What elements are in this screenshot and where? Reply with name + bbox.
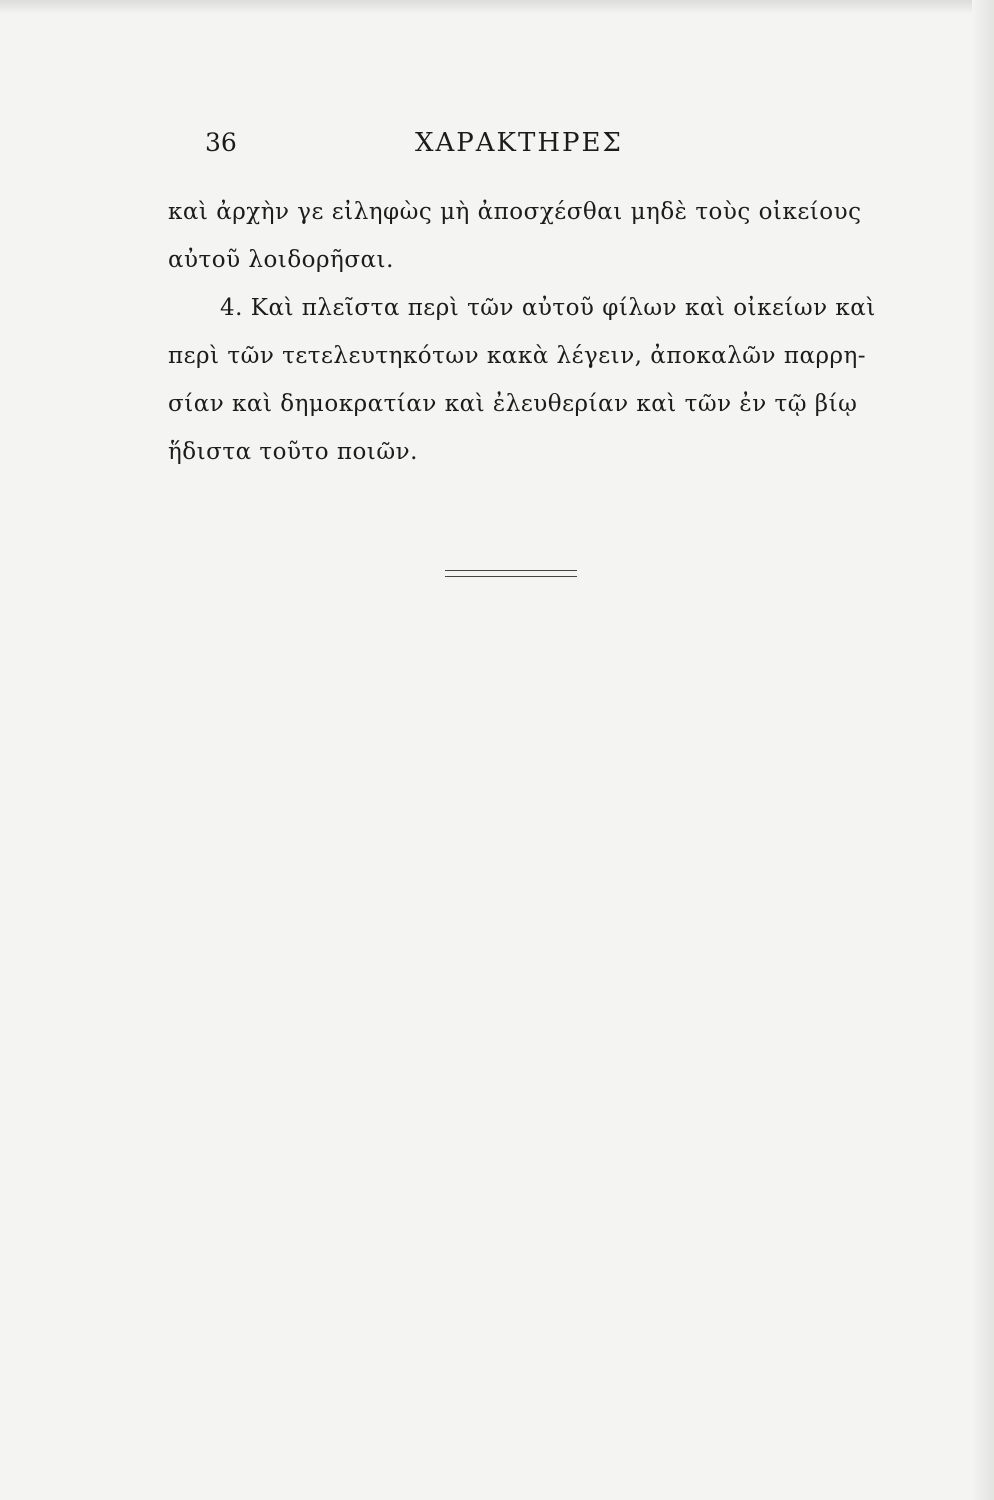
running-title: ΧΑΡΑΚΤΗΡΕΣ bbox=[415, 128, 623, 158]
page-number: 36 bbox=[205, 128, 237, 157]
page-header bbox=[205, 128, 625, 168]
body-text bbox=[168, 188, 876, 476]
text-line: ἥδιστα τοῦτο ποιῶν. bbox=[168, 439, 418, 465]
text-line: περὶ τῶν τετελευτηκότων κακὰ λέγειν, ἀποκαλῶν παρρη- bbox=[168, 343, 867, 369]
text-line: σίαν καὶ δημοκρατίαν καὶ ἐλευθερίαν καὶ τῶν ἐν τῷ βίῳ bbox=[168, 391, 858, 417]
section-separator bbox=[445, 570, 577, 577]
page-right-edge bbox=[972, 0, 994, 1500]
text-line: αὐτοῦ λοιδορῆσαι. bbox=[168, 247, 394, 273]
text-line: καὶ ἀρχὴν γε εἰληφὼς μὴ ἀποσχέσθαι μηδὲ τοὺς οἰκείους bbox=[168, 199, 862, 225]
page-top-edge bbox=[0, 0, 994, 14]
text-line: 4. Καὶ πλεῖστα περὶ τῶν αὐτοῦ φίλων καὶ οἰκείων καὶ bbox=[220, 295, 876, 321]
